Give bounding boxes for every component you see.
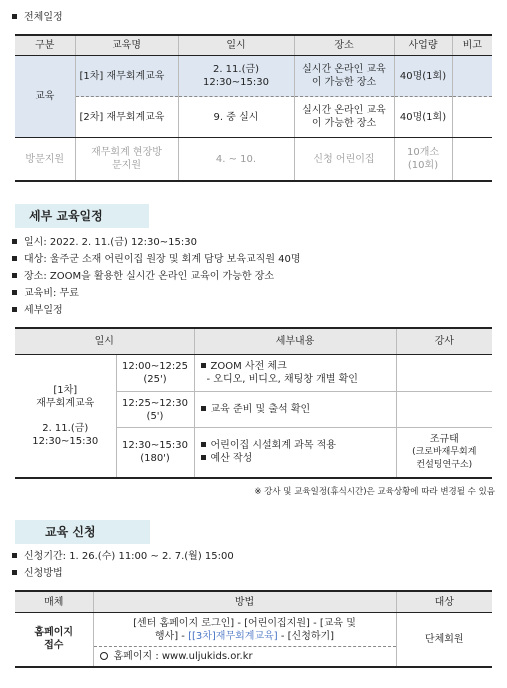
- bullet-place: 장소: ZOOM을 활용한 실시간 온라인 교육이 가능한 장소: [12, 270, 274, 284]
- col-header-datetime: 일시: [178, 35, 294, 56]
- table-row: [15, 613, 492, 647]
- col-header-remark: 비고: [452, 35, 492, 56]
- course-qty: 40명(1회): [394, 56, 452, 97]
- col-header-course: 교육명: [75, 35, 178, 56]
- application-table: [15, 590, 492, 668]
- course-name: 재무회계 현장방문지원: [75, 138, 178, 182]
- course-date: 9. 중 실시: [178, 97, 294, 138]
- course-place: 신청 어린이집: [294, 138, 394, 182]
- bullet-target: 대상: 울주군 소재 어린이집 원장 및 회계 담당 보육교직원 40명: [12, 253, 301, 267]
- time-cell: 12:30~15:30 (180'): [116, 428, 194, 478]
- course-place: 실시간 온라인 교육이 가능한 장소: [294, 97, 394, 138]
- homepage-url[interactable]: 홈페이지 : www.uljukids.or.kr: [113, 650, 253, 662]
- bullet-detail: 세부일정: [12, 304, 63, 318]
- square-bullet-icon: [12, 307, 17, 312]
- table-row: [15, 97, 492, 138]
- section-title-detail-schedule: 세부 교육일정: [15, 204, 149, 228]
- schedule-change-note: ※ 강사 및 교육일정(휴식시간)은 교육상황에 따라 변경될 수 있음: [254, 487, 495, 497]
- square-bullet-icon: [12, 14, 17, 19]
- bullet-application-method: 신청방법: [12, 567, 63, 581]
- detail-schedule-table: [15, 327, 492, 479]
- square-bullet-icon: [201, 455, 206, 460]
- bullet-date: 일시: 2022. 2. 11.(금) 12:30~15:30: [12, 236, 197, 250]
- instructor-name: 조규태: [429, 433, 459, 445]
- col-header-instructor: 강사: [396, 328, 492, 355]
- media-cell: 홈페이지 접수: [15, 613, 93, 667]
- square-bullet-icon: [12, 239, 17, 244]
- time-cell: 12:25~12:30 (5'): [116, 392, 194, 428]
- category-cell: 방문지원: [15, 138, 75, 182]
- course-name: [2차] 재무회계교육: [75, 97, 178, 138]
- table-row: [15, 355, 492, 392]
- content-cell: 어린이집 시설회계 과목 적용 예산 작성: [194, 428, 396, 478]
- square-bullet-icon: [12, 570, 17, 575]
- square-bullet-icon: [12, 290, 17, 295]
- target-cell: 단체회원: [424, 633, 464, 645]
- method-cell: [센터 홈페이지 로그인] - [어린이집지원] - [교육 및 행사] - [[3차]재무회계교육] - [신청하기]: [93, 613, 396, 647]
- col-header-datetime: 일시: [15, 328, 194, 355]
- col-header-place: 장소: [294, 35, 394, 56]
- col-header-content: 세부내용: [194, 328, 396, 355]
- session-cell: [1차] 재무회계교육 2. 11.(금) 12:30~15:30: [15, 355, 116, 478]
- course-remark: [452, 56, 492, 97]
- col-header-target: 대상: [396, 591, 492, 613]
- instructor-cell: [396, 392, 492, 428]
- bullet-application-period: 신청기간: 1. 26.(수) 11:00 ~ 2. 7.(월) 15:00: [12, 550, 234, 564]
- time-cell: 12:00~12:25 (25'): [116, 355, 194, 392]
- col-header-media: 매체: [15, 591, 93, 613]
- content-cell: ZOOM 사전 체크 - 오디오, 비디오, 채팅창 개별 확인: [194, 355, 396, 392]
- course-remark: [452, 97, 492, 138]
- course-remark: [452, 138, 492, 182]
- square-bullet-icon: [12, 256, 17, 261]
- course-qty: 40명(1회): [394, 97, 452, 138]
- table-row: [15, 138, 492, 182]
- bullet-fee: 교육비: 무료: [12, 287, 79, 301]
- category-cell: 교육: [15, 56, 75, 138]
- table-row: [15, 56, 492, 97]
- course-date: 4. ~ 10.: [178, 138, 294, 182]
- course-date: 2. 11.(금) 12:30~15:30: [178, 56, 294, 97]
- square-bullet-icon: [201, 442, 206, 447]
- instructor-cell: 조규태 (크로바재무회계 컨설팅연구소): [396, 428, 492, 478]
- course-qty: 10개소 (10회): [394, 138, 452, 182]
- square-bullet-icon: [12, 273, 17, 278]
- circle-bullet-icon: [100, 652, 108, 660]
- square-bullet-icon: [12, 553, 17, 558]
- overall-schedule-table: [15, 34, 492, 182]
- instructor-cell: [396, 355, 492, 392]
- homepage-cell: [93, 647, 396, 667]
- course-link[interactable]: [[3차]재무회계교육]: [188, 630, 278, 642]
- section-title-application: 교육 신청: [15, 520, 150, 544]
- col-header-category: 구분: [15, 35, 75, 56]
- content-cell: 교육 준비 및 출석 확인: [194, 392, 396, 428]
- square-bullet-icon: [201, 363, 206, 368]
- course-place: 실시간 온라인 교육이 가능한 장소: [294, 56, 394, 97]
- bullet-overall-schedule: 전체일정: [12, 11, 63, 25]
- course-name: [1차] 재무회계교육: [75, 56, 178, 97]
- square-bullet-icon: [201, 406, 206, 411]
- col-header-method: 방법: [93, 591, 396, 613]
- col-header-quantity: 사업량: [394, 35, 452, 56]
